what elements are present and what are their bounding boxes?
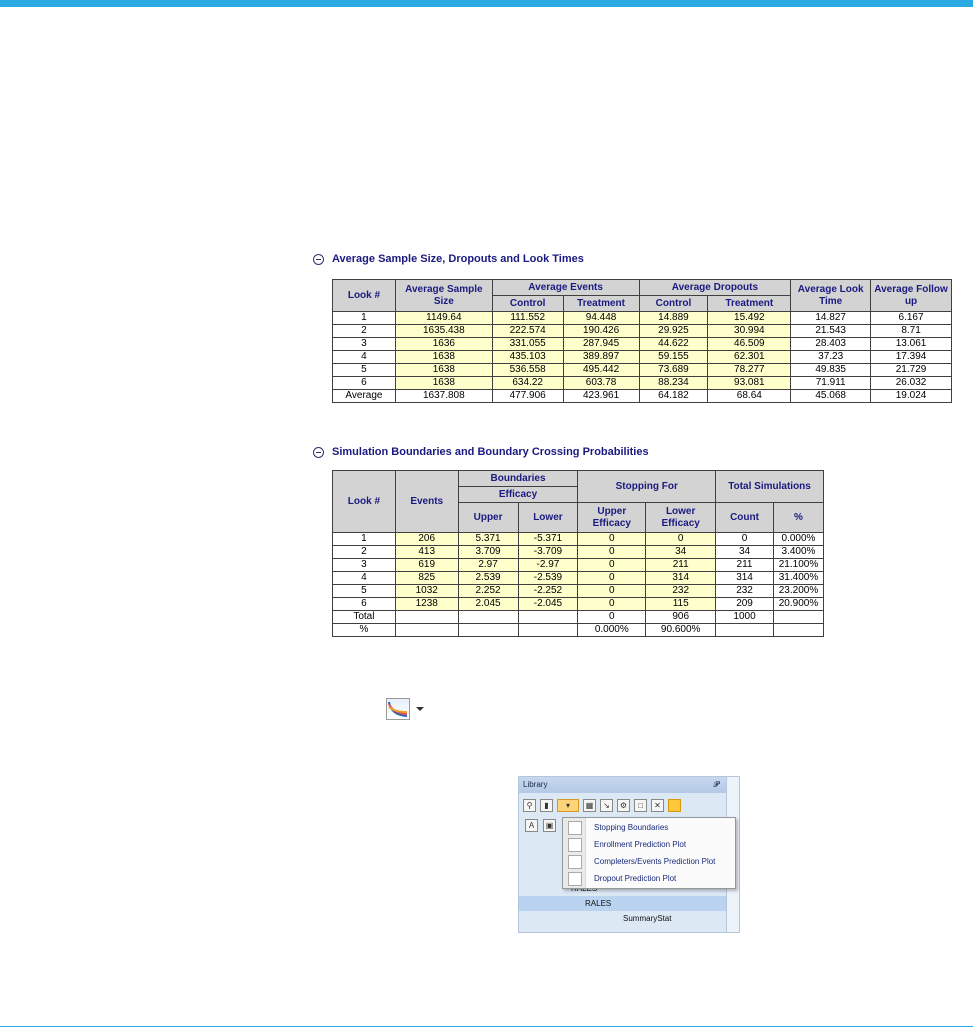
edit-icon[interactable]: A	[525, 819, 538, 832]
row-label-cell: 4	[333, 572, 396, 585]
chart-icon[interactable]: ▮	[540, 799, 553, 812]
boundary-plot-icon[interactable]	[386, 698, 410, 720]
table-cell	[773, 624, 823, 637]
table-cell: 15.492	[708, 312, 791, 325]
table-cell: 0	[716, 533, 774, 546]
table-row	[333, 611, 824, 624]
bottom-rule	[0, 1026, 973, 1027]
table-cell: 619	[395, 559, 458, 572]
col-header-efficacy: Efficacy	[458, 487, 578, 503]
table-cell: 68.64	[708, 390, 791, 403]
row-label-cell: 2	[333, 325, 396, 338]
row-label-cell: 5	[333, 585, 396, 598]
table-cell: 19.024	[871, 390, 952, 403]
table-cell: 6.167	[871, 312, 952, 325]
row-label-cell: Average	[333, 390, 396, 403]
stopping-boundaries-icon	[568, 821, 582, 835]
col-header-look: Look #	[333, 280, 396, 312]
table-row	[333, 559, 824, 572]
col-header-look: Look #	[333, 471, 396, 533]
save-icon[interactable]: ▣	[543, 819, 556, 832]
library-title: Library	[523, 780, 548, 789]
col-header-dropouts-control: Control	[639, 296, 708, 312]
table-cell: 423.961	[563, 390, 639, 403]
table-row	[333, 585, 824, 598]
library-toolbar-row2	[525, 819, 556, 832]
table-row	[333, 377, 952, 390]
table-cell: 634.22	[492, 377, 563, 390]
row-label-cell: 3	[333, 559, 396, 572]
table-row	[333, 533, 824, 546]
chevron-down-icon[interactable]	[416, 707, 424, 711]
table-cell: 2.97	[458, 559, 518, 572]
table-row	[333, 624, 824, 637]
table-cell: 1000	[716, 611, 774, 624]
table-cell: 37.23	[791, 351, 871, 364]
table-cell: 45.068	[791, 390, 871, 403]
collapse-icon[interactable]	[313, 447, 324, 458]
table-cell: 93.081	[708, 377, 791, 390]
table-cell: 115	[646, 598, 716, 611]
save-icon[interactable]: □	[634, 799, 647, 812]
enrollment-plot-icon	[568, 838, 582, 852]
completers-plot-icon	[568, 855, 582, 869]
table-cell: 0	[646, 533, 716, 546]
table-cell: 1638	[395, 377, 492, 390]
table-cell: 20.900%	[773, 598, 823, 611]
row-label-cell: Total	[333, 611, 396, 624]
col-header-upper: Upper	[458, 503, 518, 533]
table-cell: 1635.438	[395, 325, 492, 338]
tree-item-selected[interactable]	[519, 896, 726, 911]
col-header-events-control: Control	[492, 296, 563, 312]
table-cell: 906	[646, 611, 716, 624]
col-header-events-treatment: Treatment	[563, 296, 639, 312]
table-cell: 2.539	[458, 572, 518, 585]
table-cell: 71.911	[791, 377, 871, 390]
menu-item-label: Completers/Events Prediction Plot	[594, 857, 716, 866]
table-cell: 287.945	[563, 338, 639, 351]
table-cell: 2.045	[458, 598, 518, 611]
table-cell: 536.558	[492, 364, 563, 377]
table-cell: 0	[578, 598, 646, 611]
table-cell: -2.252	[518, 585, 578, 598]
row-label-cell: 3	[333, 338, 396, 351]
close-icon[interactable]: ✕	[651, 799, 664, 812]
table-row	[333, 351, 952, 364]
col-header-dropouts-treatment: Treatment	[708, 296, 791, 312]
table-cell: 389.897	[563, 351, 639, 364]
col-header-follow-up: Average Follow up	[871, 280, 952, 312]
row-label-cell: 6	[333, 598, 396, 611]
tree-item[interactable]	[519, 911, 726, 926]
table-row	[333, 598, 824, 611]
tree-item-label: RALES	[585, 899, 612, 908]
table-cell: 0.000%	[773, 533, 823, 546]
boundaries-table	[332, 470, 824, 637]
section-title: Average Sample Size, Dropouts and Look Times	[332, 253, 584, 265]
table-cell: 31.400%	[773, 572, 823, 585]
table-cell: 3.400%	[773, 546, 823, 559]
table-row	[333, 390, 952, 403]
table-cell: 13.061	[871, 338, 952, 351]
table-cell: -2.045	[518, 598, 578, 611]
table-cell: 2.252	[458, 585, 518, 598]
table-cell: 0.000%	[578, 624, 646, 637]
menu-item-label: Stopping Boundaries	[594, 823, 669, 832]
table-row	[333, 572, 824, 585]
table-cell: -3.709	[518, 546, 578, 559]
table-cell: 90.600%	[646, 624, 716, 637]
row-label-cell: 2	[333, 546, 396, 559]
section-header-boundaries[interactable]	[313, 446, 649, 458]
table-row	[333, 364, 952, 377]
table-cell: 59.155	[639, 351, 708, 364]
menu-item-label: Dropout Prediction Plot	[594, 874, 677, 883]
table-row	[333, 338, 952, 351]
table-row	[333, 546, 824, 559]
library-title-bar	[519, 777, 739, 793]
tree-item-label: SummaryStat	[623, 914, 672, 923]
col-header-stopping: Stopping For	[578, 471, 716, 503]
col-header-sample-size: Average Sample Size	[395, 280, 492, 312]
table-cell: 1637.808	[395, 390, 492, 403]
table-cell: 21.543	[791, 325, 871, 338]
table-cell: 0	[578, 611, 646, 624]
table-cell: -2.97	[518, 559, 578, 572]
table-cell: 14.889	[639, 312, 708, 325]
table-cell: 1238	[395, 598, 458, 611]
table-cell: 1638	[395, 364, 492, 377]
col-header-count: Count	[716, 503, 774, 533]
table-cell: 14.827	[791, 312, 871, 325]
section-header-sample-size[interactable]	[313, 253, 584, 265]
table-cell: 88.234	[639, 377, 708, 390]
table-row	[333, 312, 952, 325]
col-header-upper-efficacy: Upper Efficacy	[578, 503, 646, 533]
table-cell: 1149.64	[395, 312, 492, 325]
table-cell: 603.78	[563, 377, 639, 390]
plots-menu-button[interactable]: ▾	[557, 799, 579, 812]
library-toolbar	[523, 799, 681, 812]
plots-dropdown-button[interactable]	[386, 697, 436, 721]
table-cell: -2.539	[518, 572, 578, 585]
table-cell: 435.103	[492, 351, 563, 364]
table-cell: 94.448	[563, 312, 639, 325]
col-header-lower: Lower	[518, 503, 578, 533]
section-title: Simulation Boundaries and Boundary Crossing Probabilities	[332, 446, 649, 458]
table-cell: 64.182	[639, 390, 708, 403]
table-cell	[458, 611, 518, 624]
table-cell: 46.509	[708, 338, 791, 351]
row-label-cell: 4	[333, 351, 396, 364]
col-header-boundaries: Boundaries	[458, 471, 578, 487]
table-cell	[458, 624, 518, 637]
menu-item-enrollment-prediction[interactable]	[563, 836, 735, 853]
table-cell: 23.200%	[773, 585, 823, 598]
table-cell: 206	[395, 533, 458, 546]
search-icon[interactable]: ⚲	[523, 799, 536, 812]
table-cell: 73.689	[639, 364, 708, 377]
table-cell: 0	[578, 572, 646, 585]
table-cell: -5.371	[518, 533, 578, 546]
table-cell: 0	[578, 585, 646, 598]
table-cell: 1636	[395, 338, 492, 351]
table-cell: 44.622	[639, 338, 708, 351]
top-accent-bar	[0, 0, 973, 7]
folder-icon[interactable]	[668, 799, 681, 812]
table-cell: 495.442	[563, 364, 639, 377]
table-cell: 413	[395, 546, 458, 559]
table-cell: 477.906	[492, 390, 563, 403]
table-cell: 111.552	[492, 312, 563, 325]
table-cell: 232	[716, 585, 774, 598]
table-cell: 211	[646, 559, 716, 572]
table-cell: 222.574	[492, 325, 563, 338]
table-cell: 232	[646, 585, 716, 598]
table-cell: 34	[646, 546, 716, 559]
table-cell: 5.371	[458, 533, 518, 546]
table-cell	[395, 611, 458, 624]
table-cell: 8.71	[871, 325, 952, 338]
table-cell: 209	[716, 598, 774, 611]
col-header-dropouts: Average Dropouts	[639, 280, 791, 296]
table-cell: 62.301	[708, 351, 791, 364]
col-header-total-simulations: Total Simulations	[716, 471, 824, 503]
tools-icon[interactable]: ↘	[600, 799, 613, 812]
col-header-percent: %	[773, 503, 823, 533]
table-cell: 211	[716, 559, 774, 572]
plots-dropdown-menu	[562, 817, 736, 889]
table-cell: 30.994	[708, 325, 791, 338]
row-label-cell: 1	[333, 312, 396, 325]
table-cell: 29.925	[639, 325, 708, 338]
row-label-cell: 1	[333, 533, 396, 546]
menu-item-dropout-prediction[interactable]	[563, 870, 735, 887]
col-header-lower-efficacy: Lower Efficacy	[646, 503, 716, 533]
table-row	[333, 325, 952, 338]
table-cell: 49.835	[791, 364, 871, 377]
dropout-plot-icon	[568, 872, 582, 886]
table-icon[interactable]: ▦	[583, 799, 596, 812]
table-cell: 26.032	[871, 377, 952, 390]
table-cell: 34	[716, 546, 774, 559]
table-cell: 0	[578, 546, 646, 559]
settings-icon[interactable]: ⚙	[617, 799, 630, 812]
table-cell: 1032	[395, 585, 458, 598]
table-cell: 28.403	[791, 338, 871, 351]
menu-item-stopping-boundaries[interactable]	[563, 819, 735, 836]
table-cell	[716, 624, 774, 637]
table-cell: 17.394	[871, 351, 952, 364]
col-header-look-time: Average Look Time	[791, 280, 871, 312]
table-cell	[518, 611, 578, 624]
sample-size-table	[332, 279, 952, 403]
menu-item-label: Enrollment Prediction Plot	[594, 840, 687, 849]
table-cell: 825	[395, 572, 458, 585]
table-cell	[518, 624, 578, 637]
table-cell: 314	[646, 572, 716, 585]
collapse-icon[interactable]	[313, 254, 324, 265]
table-cell: 0	[578, 533, 646, 546]
row-label-cell: 5	[333, 364, 396, 377]
pin-icon[interactable]: 𝓟	[713, 780, 719, 789]
table-cell: 21.729	[871, 364, 952, 377]
row-label-cell: %	[333, 624, 396, 637]
table-cell: 1638	[395, 351, 492, 364]
table-cell: 331.055	[492, 338, 563, 351]
table-cell: 21.100%	[773, 559, 823, 572]
table-cell: 314	[716, 572, 774, 585]
table-cell: 0	[578, 559, 646, 572]
table-cell	[773, 611, 823, 624]
table-cell: 3.709	[458, 546, 518, 559]
table-cell: 78.277	[708, 364, 791, 377]
menu-item-completers-prediction[interactable]	[563, 853, 735, 870]
col-header-events: Events	[395, 471, 458, 533]
row-label-cell: 6	[333, 377, 396, 390]
table-cell	[395, 624, 458, 637]
table-cell: 190.426	[563, 325, 639, 338]
col-header-events: Average Events	[492, 280, 639, 296]
